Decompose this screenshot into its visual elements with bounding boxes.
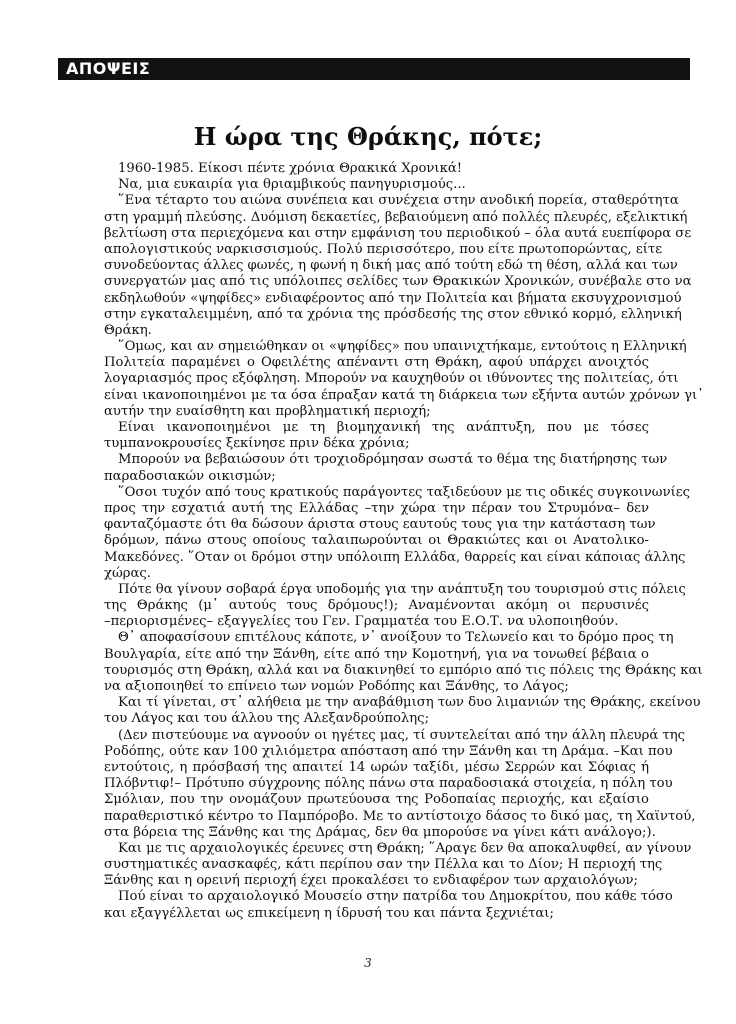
- paragraph-line: Είναι ικανοποιημένοι με τη βιομηχανική της ανάπτυξη, που με τόσες: [118, 420, 649, 435]
- paragraph-line: παραθεριστικό κέντρο το Παμπόροβο. Με το αντίστοιχο δάσος το δικό μας, τη Χαϊντού,: [104, 808, 696, 824]
- paragraph-line: ῞Οσοι τυχόν από τους κρατικούς παράγοντες ταξιδεύουν με τις οδικές συγκοινωνίες: [118, 484, 690, 500]
- article-title: Η ώρα της Θράκης, πότε;: [193, 122, 543, 151]
- paragraph: [104, 177, 649, 193]
- page-number: 3: [364, 956, 372, 970]
- paragraph: [104, 840, 692, 890]
- paragraph-line: Μπορούν να βεβαιώσουν ότι τροχιοδρόμησαν σωστά το θέμα της διατήρησης των: [118, 452, 668, 468]
- paragraph-line: αυτήν την ευαίσθητη και προβληματική περιοχή;: [104, 403, 431, 419]
- paragraph-line: Ξάνθης και η ορεινή περιοχή έχει προκαλέσει το ενδιαφέρον των αρχαιολόγων;: [104, 873, 638, 889]
- paragraph-line: (Δεν πιστεύουμε να αγνοούν οι ηγέτες μας, τί συντελείται από την άλλη πλευρά της: [118, 727, 686, 743]
- paragraph-line: συνεργατών μας από τις υπόλοιπες σελίδες των Θρακικών Χρονικών, συνέβαλε στο να: [104, 274, 692, 290]
- paragraph: [104, 581, 686, 631]
- paragraph: [104, 727, 696, 841]
- paragraph-line: συνοδεύοντας άλλες φωνές, η φωνή η δική μας από τούτη εδώ τη θέση, αλλά και των: [104, 258, 678, 274]
- paragraph: [104, 889, 673, 921]
- paragraph-line: τουρισμός στη Θράκη, αλλά και να διακινηθεί το εμπόριο από τις πόλεις της Θράκης και: [104, 662, 703, 678]
- paragraph-line: Πολιτεία παραμένει ο Οφειλέτης απέναντι στη Θράκη, αφού υπάρχει ανοιχτός: [104, 355, 649, 371]
- paragraph-line: Πότε θα γίνουν σοβαρά έργα υποδομής για την ανάπτυξη του τουρισμού στις πόλεις: [118, 581, 686, 597]
- paragraph-line: απολογιστικούς ναρκισσισμούς. Πολύ περισσότερο, που είτε πρωτοπορώντας, είτε: [104, 241, 663, 257]
- paragraph-line: της Θράκης (μ᾽ αυτούς τους δρόμους!); Αναμένονται ακόμη οι περυσινές: [104, 598, 649, 614]
- paragraph-line: Να, μια ευκαιρία για θριαμβικούς πανηγυρισμούς...: [118, 177, 466, 193]
- paragraph-line: Θ᾽ αποφασίσουν επιτέλους κάποτε, ν᾽ ανοίξουν το Τελωνείο και το δρόμο προς τη: [118, 630, 674, 646]
- paragraph: [104, 339, 704, 420]
- paragraph-line: 1960-1985. Είκοσι πέντε χρόνια Θρακικά Χρονικά!: [118, 161, 463, 176]
- section-label: ΑΠΟΨΕΙΣ: [66, 59, 151, 78]
- paragraph-line: προς την εσχατιά αυτή της Ελλάδας –την χώρα την πέραν του Στρυμόνα– δεν: [104, 500, 649, 516]
- paragraph: [104, 695, 701, 727]
- paragraph-line: του Λάγος και του άλλου της Αλεξανδρούπολης;: [104, 711, 430, 727]
- paragraph: [104, 420, 649, 452]
- paragraph-line: Πού είναι το αρχαιολογικό Μουσείο στην πατρίδα του Δημοκρίτου, που κάθε τόσο: [118, 889, 673, 905]
- paragraph-line: εντούτοις, η πρόσβασή της απαιτεί 14 ωρών ταξίδι, μέσω Σερρών και Σόφιας ή: [104, 759, 649, 775]
- paragraph-line: Και με τις αρχαιολογικές έρευνες στη Θράκη; ῞Αραγε δεν θα αποκαλυφθεί, αν γίνουν: [118, 840, 692, 856]
- paragraph: [104, 630, 703, 695]
- paragraph-line: να αξιοποιηθεί το επίνειο των νομών Ροδόπης και Ξάνθης, το Λάγος;: [104, 679, 569, 694]
- paragraph-line: τυμπανοκρουσίες ξεκίνησε πριν δέκα χρόνια;: [104, 436, 410, 452]
- paragraph-line: Βουλγαρία, είτε από την Ξάνθη, είτε από την Κομοτηνή, για να τονωθεί βέβαια ο: [104, 646, 649, 662]
- paragraph: [104, 161, 649, 177]
- paragraph-line: δρόμων, πάνω στους οποίους ταλαιπωρούνται οι Θρακιώτες και οι Ανατολικο-: [104, 533, 649, 549]
- paragraph-line: φανταζόμαστε ότι θα δώσουν άριστα στους εαυτούς τους για την κατάσταση των: [104, 517, 656, 533]
- paragraph-line: Θράκη.: [104, 322, 152, 338]
- paragraph: [104, 193, 692, 339]
- paragraph-line: βελτίωση στα περιεχόμενα και στην εμφάνιση του περιοδικού – όλα αυτά ευεπίφορα σε: [104, 225, 692, 241]
- paragraph: [104, 452, 668, 484]
- paragraph-line: Και τί γίνεται, στ᾽ αλήθεια με την αναβάθμιση των δυο λιμανιών της Θράκης, εκείνου: [118, 695, 701, 711]
- paragraph-line: χώρας.: [104, 565, 151, 581]
- paragraph-line: και εξαγγέλλεται ως επικείμενη η ίδρυσή του και πάντα ξεχνιέται;: [104, 905, 554, 921]
- paragraph-line: Σμόλιαν, που την ονομάζουν πρωτεύουσα της Ροδοπαίας περιοχής, και εξαίσιο: [104, 792, 649, 808]
- paragraph-line: στα βόρεια της Ξάνθης και της Δράμας, δεν θα μπορούσε να γίνει κάτι ανάλογο;).: [104, 824, 656, 840]
- paragraph-line: Ροδόπης, ούτε καν 100 χιλιόμετρα απόσταση από την Ξάνθη και τη Δράμα. –Και που: [104, 743, 673, 759]
- article-body: [104, 161, 704, 922]
- paragraph-line: στη γραμμή πλεύσης. Δυόμιση δεκαετίες, βεβαιούμενη από πολλές πλευρές, εξελικτική: [104, 209, 688, 225]
- paragraph-line: είναι ικανοποιημένοι με τα όσα έπραξαν κατά τη διάρκεια των εξήντα αυτών χρόνων γι᾽: [104, 387, 704, 403]
- paragraph-line: στην εγκαταλειμμένη, από τα χρόνια της πρόσδεσής της στον εθνικό κορμό, ελληνική: [104, 306, 682, 322]
- paragraph-line: παραδοσιακών οικισμών;: [104, 468, 276, 484]
- paragraph-line: –περιορισμένες– εξαγγελίες του Γεν. Γραμματέα του Ε.Ο.Τ. να υλοποιηθούν.: [104, 614, 619, 630]
- paragraph-line: συστηματικές ανασκαφές, κάτι περίπου σαν την Πέλλα και το Δίον; Η περιοχή της: [104, 857, 663, 873]
- paragraph: [104, 484, 690, 582]
- section-header-bar: [58, 58, 690, 80]
- paragraph-line: ῞Ενα τέταρτο του αιώνα συνέπεια και συνέχεια στην ανοδική πορεία, σταθερότητα: [118, 193, 679, 209]
- paragraph-line: Μακεδόνες. ῞Οταν οι δρόμοι στην υπόλοιπη Ελλάδα, θαρρείς και είναι κάποιας άλλης: [104, 549, 686, 565]
- paragraph-line: λογαριασμός προς εξόφληση. Μπορούν να καυχηθούν οι ιθύνοντες της πολιτείας, ότι: [104, 371, 679, 387]
- paragraph-line: Πλόβντιφ!– Πρότυπο σύγχρονης πόλης πάνω στα παραδοσιακά στοιχεία, η πόλη του: [104, 776, 673, 792]
- paragraph-line: ῞Ομως, και αν σημειώθηκαν οι «ψηφίδες» που υπαινιχτήκαμε, εντούτοις η Ελληνική: [118, 339, 687, 355]
- paragraph-line: εκδηλωθούν «ψηφίδες» ενδιαφέροντος από την Πολιτεία και βήματα εκσυγχρονισμού: [104, 290, 682, 306]
